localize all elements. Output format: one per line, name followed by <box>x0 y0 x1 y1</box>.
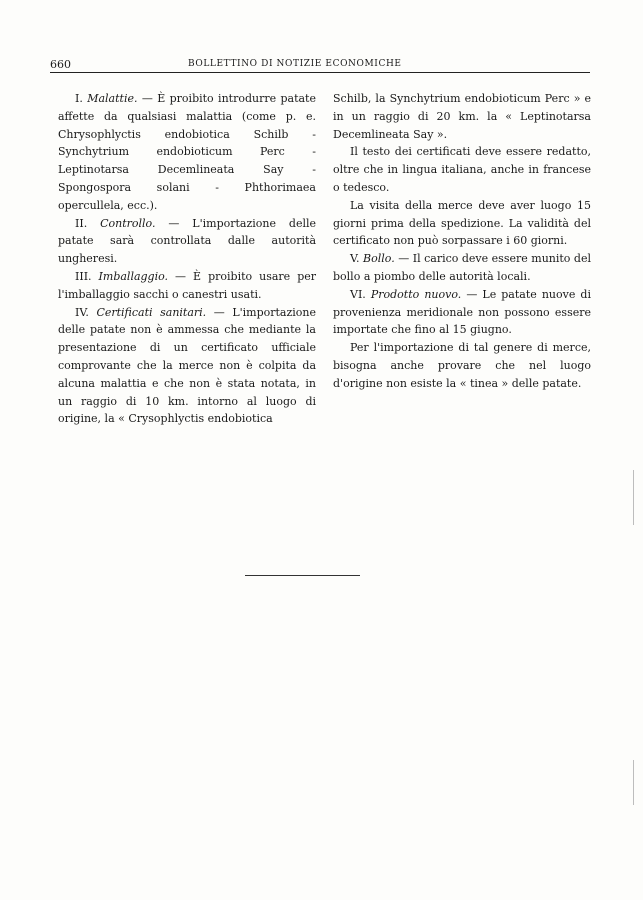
section-title: Prodotto nuovo. <box>370 287 462 301</box>
paragraph-visita: La visita della merce deve aver luogo 15 giorni prima della spedizione. La validità del certificato non può sorpassare i 60 giorni. <box>333 198 591 248</box>
section-controllo <box>58 215 316 268</box>
section-bollo <box>333 250 591 286</box>
page-header <box>50 58 590 73</box>
section-text: — È proibito usare per l'imballaggio sacchi o canestri usati. <box>58 269 317 301</box>
section-text: — Il carico deve essere munito del bollo a piombo delle autorità locali. <box>333 252 591 283</box>
section-number: III. <box>75 269 99 283</box>
section-number: V. <box>350 252 364 266</box>
section-text: — L'importazione delle patate non è ammessa che mediante la presentazione di un certificato ufficiale comprovante che la merce non è colpita da alcuna malattia e che non è stata notata, in un raggio di 10 km. intorno al luogo di origine, la « Crysophlyctis endobiotica <box>58 305 317 426</box>
scan-edge-mark <box>633 470 634 525</box>
left-column <box>58 90 316 428</box>
scan-edge-mark <box>633 760 634 805</box>
section-imballaggio <box>58 268 316 304</box>
section-text: — È proibito introdurre patate affette da qualsiasi malattia (come p. e. Chrysophlyctis endobiotica Schilb - Synchytrium endobioticum Perc - Leptinotarsa Decemlineata Say - Spongospora solani - Phthorimaea opercullela, ecc.). <box>58 92 316 212</box>
end-rule <box>245 575 360 576</box>
running-title: BOLLETTINO DI NOTIZIE ECONOMICHE <box>188 59 402 69</box>
page-number: 660 <box>50 58 71 71</box>
section-text: — L'importazione delle patate sarà controllata dalle autorità ungheresi. <box>58 216 316 266</box>
section-title: Certificati sanitari. <box>96 305 207 319</box>
paragraph-lingua: Il testo dei certificati deve essere redatto, oltre che in lingua italiana, anche in francese o tedesco. <box>333 145 591 194</box>
section-title: Imballaggio. <box>98 269 169 283</box>
right-column <box>333 90 591 393</box>
section-number: II. <box>75 216 101 230</box>
section-prodotto-nuovo <box>333 286 591 339</box>
section-title: Malattie. <box>87 92 138 105</box>
section-number: I. <box>75 92 88 105</box>
certificati-continuation: Schilb, la Synchytrium endobioticum Perc » e in un raggio di 20 km. la « Leptinotarsa Decemlineata Say ». <box>333 92 591 141</box>
section-certificati <box>58 304 316 429</box>
paragraph-tinea: Per l'importazione di tal genere di merce, bisogna anche provare che nel luogo d'origine non esiste la « tinea » delle patate. <box>333 341 591 390</box>
section-title: Bollo. <box>363 252 395 266</box>
section-number: IV. <box>75 305 97 319</box>
section-title: Controllo. <box>100 216 156 230</box>
section-text: — Le patate nuove di provenienza meridionale non possono essere importate che fino al 15 giugno. <box>333 287 591 337</box>
section-number: VI. <box>350 287 371 301</box>
section-malattie <box>58 90 316 215</box>
